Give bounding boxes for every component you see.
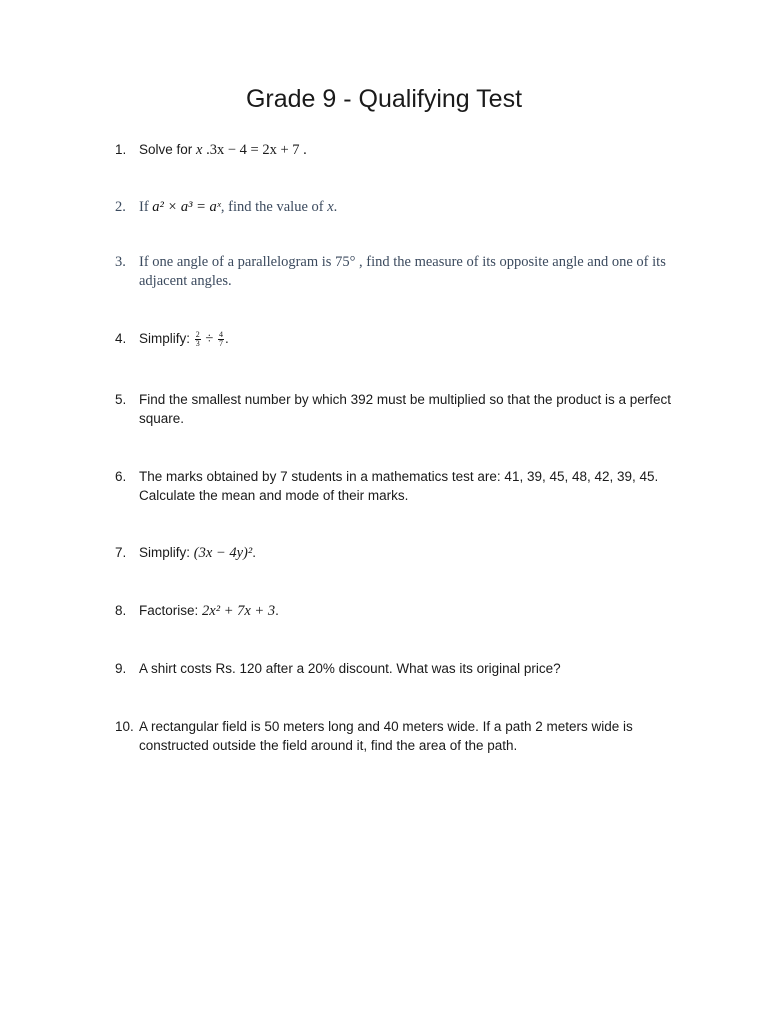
question-text [139, 198, 675, 217]
denominator: 3 [195, 338, 200, 348]
question-number: 7. [115, 545, 127, 560]
question-number: 5. [115, 392, 127, 407]
question-number: 9. [115, 661, 127, 676]
math-expression: 2x² + 7x + 3 [202, 603, 276, 619]
question-7 [115, 543, 675, 563]
question-label: , find the value of [220, 199, 328, 215]
question-label: Solve for [139, 142, 197, 157]
question-number: 1. [115, 142, 127, 157]
question-end: . [333, 199, 338, 215]
question-text [139, 140, 675, 160]
question-9 [115, 659, 675, 678]
question-number: 8. [115, 603, 127, 618]
question-number: 10. [115, 719, 134, 734]
numerator: 2 [195, 329, 200, 339]
question-6 [115, 467, 675, 505]
math-variable: x [196, 142, 203, 158]
math-expression: (3x − 4y)² [193, 545, 253, 561]
question-text: If one angle of a parallelogram is 75° , find the measure of its opposite angle and one of its adjacent angles. [139, 254, 666, 289]
math-expression: a² × a³ = aˣ [152, 199, 221, 215]
question-text: The marks obtained by 7 students in a mathematics test are: 41, 39, 45, 48, 42, 39, 45. Calculate the mean and mode of their marks. [139, 469, 659, 503]
question-text [139, 601, 675, 621]
question-1 [115, 140, 675, 160]
math-equation: .3x − 4 = 2x + 7 . [202, 142, 307, 158]
fraction [218, 331, 224, 348]
question-4 [115, 329, 675, 349]
question-3 [115, 253, 675, 291]
numerator: 4 [218, 329, 223, 339]
question-2 [115, 198, 675, 217]
question-5 [115, 390, 675, 428]
question-text [139, 329, 675, 349]
question-label: Simplify: [139, 331, 194, 346]
question-number: 2. [115, 199, 126, 215]
question-label: Factorise: [139, 603, 203, 618]
question-number: 4. [115, 331, 127, 346]
question-label: Simplify: [139, 545, 194, 560]
math-variable: x [327, 199, 334, 215]
question-end: . [224, 331, 229, 346]
question-end: . [252, 545, 256, 560]
denominator: 7 [218, 338, 223, 348]
page-title: Grade 9 - Qualifying Test [245, 85, 523, 113]
question-text: A shirt costs Rs. 120 after a 20% discount. What was its original price? [139, 661, 561, 676]
question-text: Find the smallest number by which 392 must be multiplied so that the product is a perfect square. [139, 392, 672, 426]
question-8 [115, 601, 675, 621]
question-10 [115, 717, 675, 755]
question-end: . [275, 603, 279, 618]
fraction [195, 331, 201, 348]
question-text [139, 543, 675, 563]
math-operator: ÷ [201, 331, 217, 347]
question-number: 3. [115, 254, 126, 270]
question-label: If [139, 199, 153, 215]
question-number: 6. [115, 469, 127, 484]
question-text: A rectangular field is 50 meters long and 40 meters wide. If a path 2 meters wide is constructed outside the field around it, find the area of the path. [139, 719, 633, 753]
